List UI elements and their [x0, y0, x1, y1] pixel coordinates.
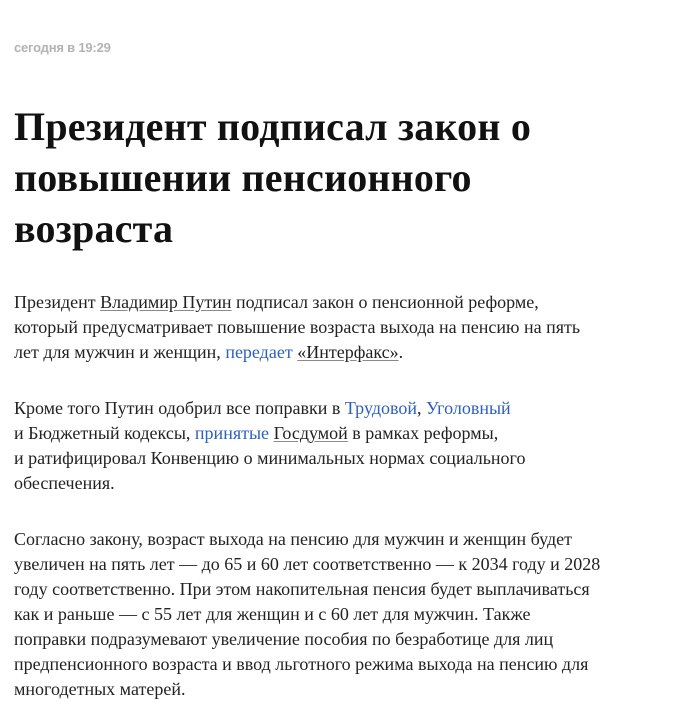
text-fragment: Кроме того Путин одобрил все поправки в — [14, 398, 345, 418]
text-fragment: , — [416, 398, 426, 418]
headline-line: возраста — [14, 206, 174, 251]
paragraph-line: поправки подразумевают увеличение пособия по безработице для лиц — [14, 629, 554, 649]
paragraph-law-details — [14, 527, 674, 702]
link-criminal-code[interactable]: Уголовный — [425, 398, 511, 418]
paragraph-line: и ратифицировал Конвенцию о минимальных нормах социального — [14, 448, 526, 468]
source-link-peredaet[interactable]: передает — [225, 342, 293, 362]
link-gosduma[interactable]: Госдумой — [273, 423, 348, 443]
article-headline — [14, 101, 654, 254]
paragraph-line: году соответственно. При этом накопительная пенсия будет выплачиваться — [14, 579, 590, 599]
paragraph-line: обеспечения. — [14, 473, 115, 493]
paragraph-line — [14, 396, 674, 421]
text-fragment: . — [398, 342, 404, 362]
text-fragment: подписал закон о пенсионной реформе, — [231, 292, 539, 312]
paragraph-amendments — [14, 396, 674, 496]
text-fragment: лет для мужчин и женщин, — [14, 342, 226, 362]
headline-line: повышении пенсионного — [14, 155, 472, 200]
headline-line: Президент подписал закон о — [14, 104, 532, 149]
paragraph-line — [14, 421, 674, 446]
text-fragment: в рамках реформы, — [347, 423, 499, 443]
link-adopted[interactable]: принятые — [194, 423, 270, 443]
paragraph-intro — [14, 290, 674, 365]
person-link-putin[interactable]: Владимир Путин — [100, 292, 232, 312]
paragraph-line: увеличен на пять лет — до 65 и 60 лет соответственно — к 2034 году и 2028 — [14, 554, 601, 574]
text-fragment: Президент — [14, 292, 101, 312]
text-fragment: и Бюджетный кодексы, — [14, 423, 195, 443]
paragraph-line: который предусматривает повышение возраста выхода на пенсию на пять — [14, 317, 581, 337]
paragraph-line: предпенсионного возраста и ввод льготного режима выхода на пенсию для — [14, 654, 589, 674]
paragraph-line — [14, 340, 674, 365]
paragraph-line: Согласно закону, возраст выхода на пенсию для мужчин и женщин будет — [14, 529, 572, 549]
paragraph-line — [14, 290, 674, 315]
source-link-interfax[interactable]: «Интерфакс» — [297, 342, 399, 362]
link-labor-code[interactable]: Трудовой — [344, 398, 417, 418]
paragraph-line: как и раньше — с 55 лет для женщин и с 60 лет для мужчин. Также — [14, 604, 531, 624]
paragraph-line: многодетных матерей. — [14, 679, 186, 699]
publish-timestamp: сегодня в 19:29 — [14, 40, 111, 55]
